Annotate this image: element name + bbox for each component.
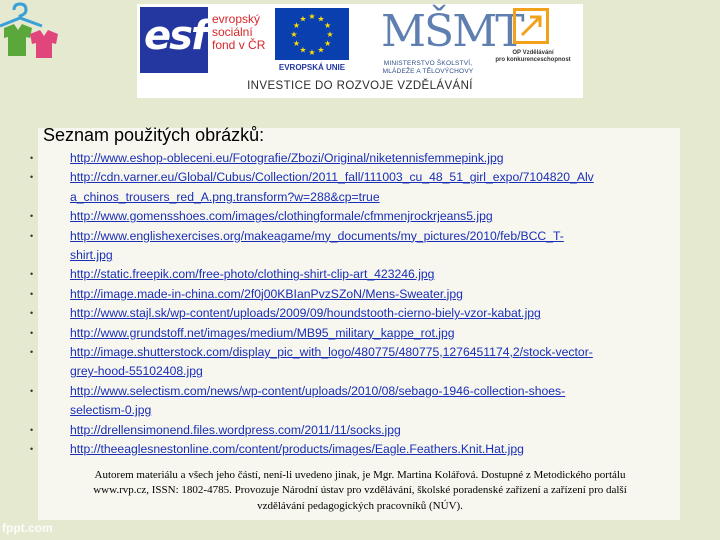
source-link[interactable]: http://www.stajl.sk/wp-content/uploads/2009/09/houndstooth-cierno-biely-vzor-kabat.jpg xyxy=(70,306,541,321)
source-link[interactable]: selectism-0.jpg xyxy=(70,403,152,418)
eu-flag-icon xyxy=(275,8,349,60)
eu-logo xyxy=(275,8,349,74)
esf-logo xyxy=(140,7,264,73)
eu-star-icon: ★ xyxy=(317,14,325,24)
op-text-line: pro konkurenceschopnost xyxy=(495,57,571,63)
esf-logo-text xyxy=(212,13,268,52)
op-text-line: OP Vzdělávání xyxy=(512,50,554,56)
eu-star-icon: ★ xyxy=(317,45,325,55)
esf-text-line: sociální xyxy=(212,25,253,39)
author-note-line: www.rvp.cz, ISSN: 1802-4785. Provozuje Národní ústav pro vzdělávání, školské poradenské zařízení a zařízení pro další xyxy=(93,484,627,497)
esf-text-line: evropský xyxy=(212,12,261,26)
logo-banner xyxy=(137,4,583,98)
bullet: • xyxy=(30,308,34,319)
bullet: • xyxy=(30,327,34,338)
esf-text-line: fond v ČR xyxy=(212,38,266,52)
bullet: • xyxy=(30,153,34,163)
eu-star-icon: ★ xyxy=(292,39,300,48)
bullet: • xyxy=(30,424,34,435)
author-note-line: vzdělávání pedagogických pracovníků (NÚV). xyxy=(257,499,463,512)
bullet: • xyxy=(30,269,34,280)
source-link[interactable]: http://www.gomensshoes.com/images/clothingformale/cfmmenjrockrjeans5.jpg xyxy=(70,209,493,224)
page-title: Seznam použitých obrázků: xyxy=(43,125,265,145)
msmt-logo xyxy=(373,6,523,78)
source-link[interactable]: grey-hood-55102408.jpg xyxy=(70,364,203,379)
source-link[interactable]: http://www.grundstoff.net/images/medium/MB95_military_kappe_rot.jpg xyxy=(70,325,455,340)
clothing-hanger-decoration xyxy=(0,0,60,60)
source-link[interactable]: http://www.englishexercises.org/makeagame/my_documents/my_pictures/2010/feb/BCC_T- xyxy=(70,228,564,243)
author-note xyxy=(60,468,660,514)
eu-star-icon: ★ xyxy=(299,14,307,24)
msmt-text-line: MLÁDEŽE A TĚLOVÝCHOVY xyxy=(382,68,474,75)
eu-star-icon: ★ xyxy=(326,30,334,39)
source-link[interactable]: http://image.made-in-china.com/2f0j00KBIanPvzSZoN/Mens-Sweater.jpg xyxy=(70,286,463,301)
eu-star-icon: ★ xyxy=(292,21,300,30)
source-link[interactable]: a_chinos_trousers_red_A.png.transform?w=288&cp=true xyxy=(70,189,380,204)
op-education-logo xyxy=(489,8,577,78)
bullet: • xyxy=(30,211,34,222)
eu-star-icon: ★ xyxy=(290,30,298,39)
eu-star-icon: ★ xyxy=(324,21,332,30)
bullet: • xyxy=(30,172,34,183)
op-logo-text xyxy=(489,50,577,64)
author-note-line: Autorem materiálu a všech jeho částí, není-li uvedeno jinak, je Mgr. Martina Kolářová. Dostupné z Metodického portálu xyxy=(94,469,626,481)
eu-star-icon: ★ xyxy=(308,48,316,57)
eu-logo-text: EVROPSKÁ UNIE xyxy=(278,63,346,72)
msmt-logo-mark: MŠMT xyxy=(381,6,523,57)
bullet: • xyxy=(30,347,34,357)
msmt-text-line: MINISTERSTVO ŠKOLSTVÍ, xyxy=(383,60,473,67)
esf-mark-text: esf xyxy=(144,13,207,59)
bullet: • xyxy=(30,230,34,241)
source-link[interactable]: http://static.freepik.com/free-photo/clothing-shirt-clip-art_423246.jpg xyxy=(70,267,435,282)
esf-logo-mark xyxy=(140,7,208,73)
bullet: • xyxy=(30,288,34,299)
eu-star-icon: ★ xyxy=(299,45,307,55)
bullet: • xyxy=(30,385,34,396)
source-link[interactable]: http://image.shutterstock.com/display_pic_with_logo/480775/480775,1276451174,2/stock-vector- xyxy=(70,345,593,359)
source-link[interactable]: http://www.selectism.com/news/wp-content/uploads/2010/08/sebago-1946-collection-shoes- xyxy=(70,383,566,398)
source-link[interactable]: http://drellensimonend.files.wordpress.com/2011/11/socks.jpg xyxy=(70,422,401,437)
source-link[interactable]: shirt.jpg xyxy=(70,247,113,262)
source-link[interactable]: http://cdn.varner.eu/Global/Cubus/Collection/2011_fall/111003_cu_48_51_girl_expo/7104820_Alv xyxy=(70,170,594,185)
op-logo-mark xyxy=(513,8,549,44)
investment-slogan: INVESTICE DO ROZVOJE VZDĚLÁVÁNÍ xyxy=(247,80,473,92)
source-link[interactable]: http://www.eshop-obleceni.eu/Fotografie/Zbozi/Original/niketennisfemmepink.jpg xyxy=(70,151,504,165)
source-link[interactable]: http://theeaglesnestonline.com/content/products/images/Eagle.Feathers.Knit.Hat.jpg xyxy=(70,442,524,456)
bullet: • xyxy=(30,444,34,454)
eu-star-icon: ★ xyxy=(324,39,332,48)
eu-star-icon: ★ xyxy=(308,12,316,21)
template-watermark: fppt.com xyxy=(2,521,53,535)
